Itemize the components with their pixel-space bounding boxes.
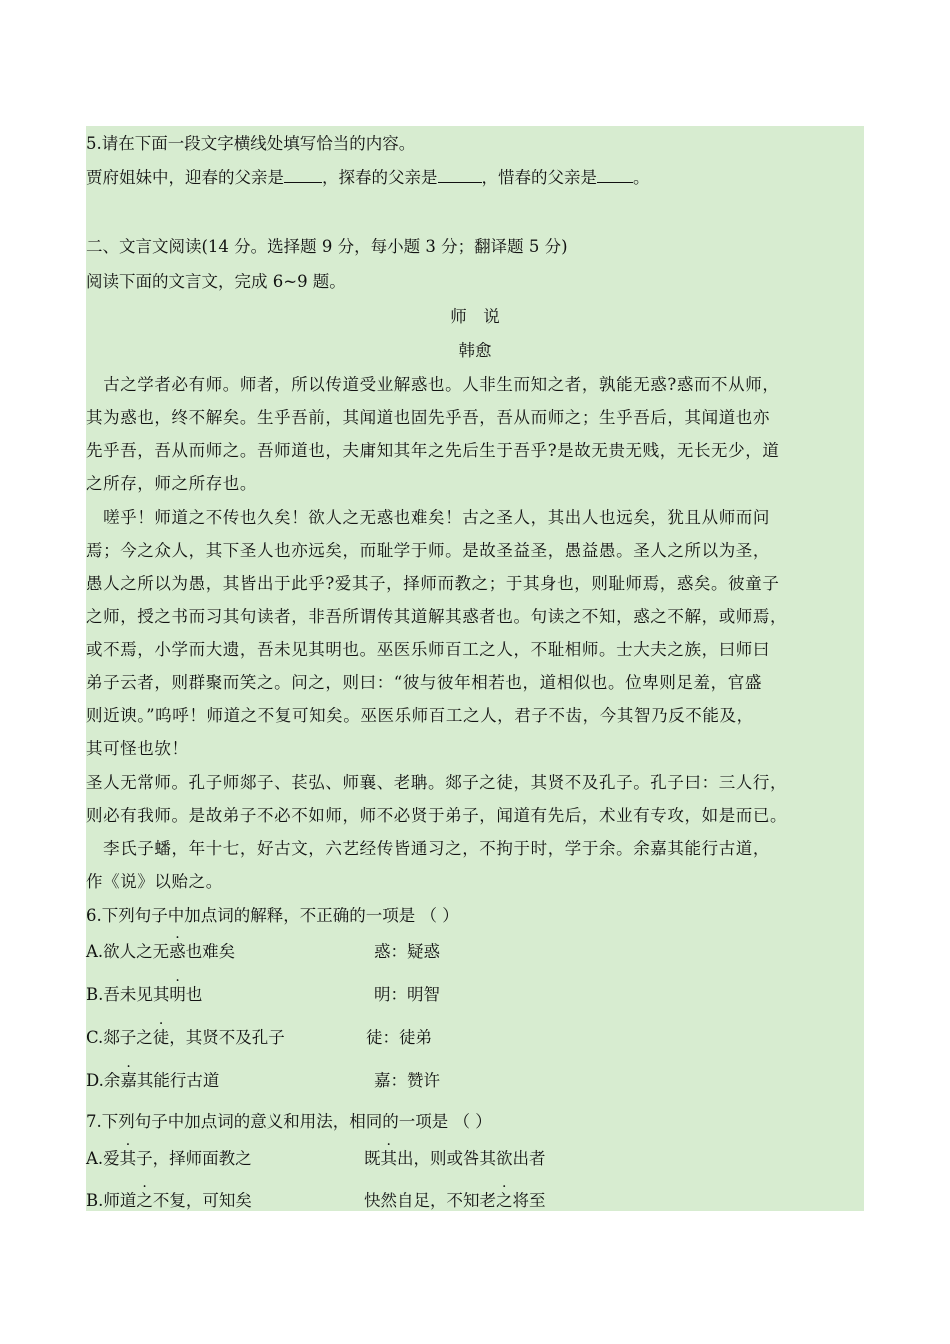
passage-line: 则必有我师。是故弟子不必不如师，师不必贤于弟子，闻道有先后，术业有专攻，如是而已。 xyxy=(86,806,788,825)
option-text: 快然自足，不知老 xyxy=(364,1191,496,1210)
q7-stem: 7.下列句子中加点词的意义和用法，相同的一项是 （ ） xyxy=(86,1112,492,1131)
section2-heading: 二、文言文阅读(14 分。选择题 9 分，每小题 3 分；翻译题 5 分) xyxy=(86,237,568,256)
dotted-word: 惑 xyxy=(169,942,186,961)
passage-line: 圣人无常师。孔子师郯子、苌弘、师襄、老聃。郯子之徒，其贤不及孔子。孔子曰：三人行， xyxy=(86,773,788,792)
q7-option-b-right xyxy=(364,1187,546,1211)
q5-text-a: 贾府姐妹中，迎春的父亲是 xyxy=(86,168,284,187)
dotted-word: 嘉 xyxy=(120,1071,137,1090)
option-text: 不复，可知矣 xyxy=(152,1191,252,1210)
option-text: 出，则或咎其欲出者 xyxy=(397,1149,546,1168)
q6-option-a-meaning: 惑：疑惑 xyxy=(374,942,440,961)
passage-line: 其为惑也，终不解矣。生乎吾前，其闻道也固先乎吾，吾从而师之；生乎吾后，其闻道也亦 xyxy=(86,408,770,427)
q6-stem: 6.下列句子中加点词的解释，不正确的一项是 （ ） xyxy=(86,906,459,925)
option-text: B.吾未见其 xyxy=(86,985,170,1004)
blank-yingchun-father[interactable] xyxy=(284,168,322,183)
q5-text-d: 。 xyxy=(633,168,650,187)
q5-text-b: ，探春的父亲是 xyxy=(322,168,438,187)
passage-line: 先乎吾，吾从而师之。吾师道也，夫庸知其年之先后生于吾乎?是故无贵无贱，无长无少，道 xyxy=(86,441,780,460)
dotted-word: 其 xyxy=(380,1149,397,1168)
q7-option-b[interactable] xyxy=(86,1187,252,1211)
blank-xichun-father[interactable] xyxy=(597,168,633,183)
passage-line: 李氏子蟠，年十七，好古文，六艺经传皆通习之，不拘于时，学于余。余嘉其能行古道， xyxy=(86,839,770,858)
q7-option-a-right xyxy=(364,1145,546,1169)
q6-option-d-meaning: 嘉：赞许 xyxy=(374,1071,440,1090)
passage-line: 作《说》以贻之。 xyxy=(86,872,223,891)
blank-tanchun-father[interactable] xyxy=(438,168,482,183)
passage-line: 或不焉，小学而大遗，吾未见其明也。巫医乐师百工之人，不耻相师。士大夫之族，曰师曰 xyxy=(86,640,770,659)
section2-instruction: 阅读下面的文言文，完成 6~9 题。 xyxy=(86,272,346,291)
option-text: ，其贤不及孔子 xyxy=(169,1028,285,1047)
passage-line: 之所存，师之所存也。 xyxy=(86,474,257,493)
q5-text-c: ，惜春的父亲是 xyxy=(481,168,597,187)
q6-option-b[interactable] xyxy=(86,981,202,1005)
option-text: 也 xyxy=(185,985,203,1004)
passage-line: 嗟乎！师道之不传也久矣！欲人之无惑也难矣！古之圣人，其出人也远矣，犹且从师而问 xyxy=(86,508,770,527)
q6-option-b-meaning: 明：明智 xyxy=(374,985,440,1004)
option-text: B.师道 xyxy=(86,1191,137,1210)
exam-content-panel xyxy=(86,126,864,1211)
option-text: D.余 xyxy=(86,1071,121,1090)
q6-option-c[interactable] xyxy=(86,1024,285,1048)
q5-title: 5.请在下面一段文字横线处填写恰当的内容。 xyxy=(86,134,416,153)
passage-line: 之师，授之书而习其句读者，非吾所谓传其道解其惑者也。句读之不知，惑之不解，或师焉， xyxy=(86,607,788,626)
q5-fill-line xyxy=(86,164,650,188)
dotted-word: 徒 xyxy=(152,1028,170,1047)
dotted-word: 之 xyxy=(136,1191,153,1210)
dotted-word: 明 xyxy=(169,985,186,1004)
dotted-word: 其 xyxy=(119,1149,137,1168)
q6-option-c-meaning: 徒：徒弟 xyxy=(366,1028,432,1047)
q6-option-a[interactable] xyxy=(86,938,235,962)
passage-line: 其可怪也欤！ xyxy=(86,739,189,758)
option-text: C.郯子之 xyxy=(86,1028,153,1047)
option-text: 也难矣 xyxy=(185,942,236,961)
option-text: A.欲人之无 xyxy=(86,942,170,961)
passage-line: 古之学者必有师。师者，所以传道受业解惑也。人非生而知之者，孰能无惑?惑而不从师， xyxy=(86,375,780,394)
passage-line: 愚人之所以为愚，其皆出于此乎?爱其子，择师而教之；于其身也，则耻师焉，惑矣。彼童子 xyxy=(86,574,780,593)
q7-option-a[interactable] xyxy=(86,1145,252,1169)
option-text: 子，择师面教之 xyxy=(136,1149,252,1168)
passage-author: 韩愈 xyxy=(458,341,492,360)
option-text: A.爱 xyxy=(86,1149,120,1168)
q6-option-d[interactable] xyxy=(86,1067,219,1091)
passage-line: 则近谀。”呜呼！师道之不复可知矣。巫医乐师百工之人，君子不齿，今其智乃反不能及， xyxy=(86,706,754,725)
passage-title: 师 说 xyxy=(450,307,500,326)
option-text: 其能行古道 xyxy=(136,1071,220,1090)
option-text: 既 xyxy=(364,1149,381,1168)
option-text: 将至 xyxy=(512,1191,546,1210)
dotted-word: 之 xyxy=(496,1191,513,1210)
passage-line: 弟子云者，则群聚而笑之。问之，则曰：“彼与彼年相若也，道相似也。位卑则足羞，官盛 xyxy=(86,673,762,692)
passage-line: 焉；今之众人，其下圣人也亦远矣，而耻学于师。是故圣益圣，愚益愚。圣人之所以为圣， xyxy=(86,541,770,560)
